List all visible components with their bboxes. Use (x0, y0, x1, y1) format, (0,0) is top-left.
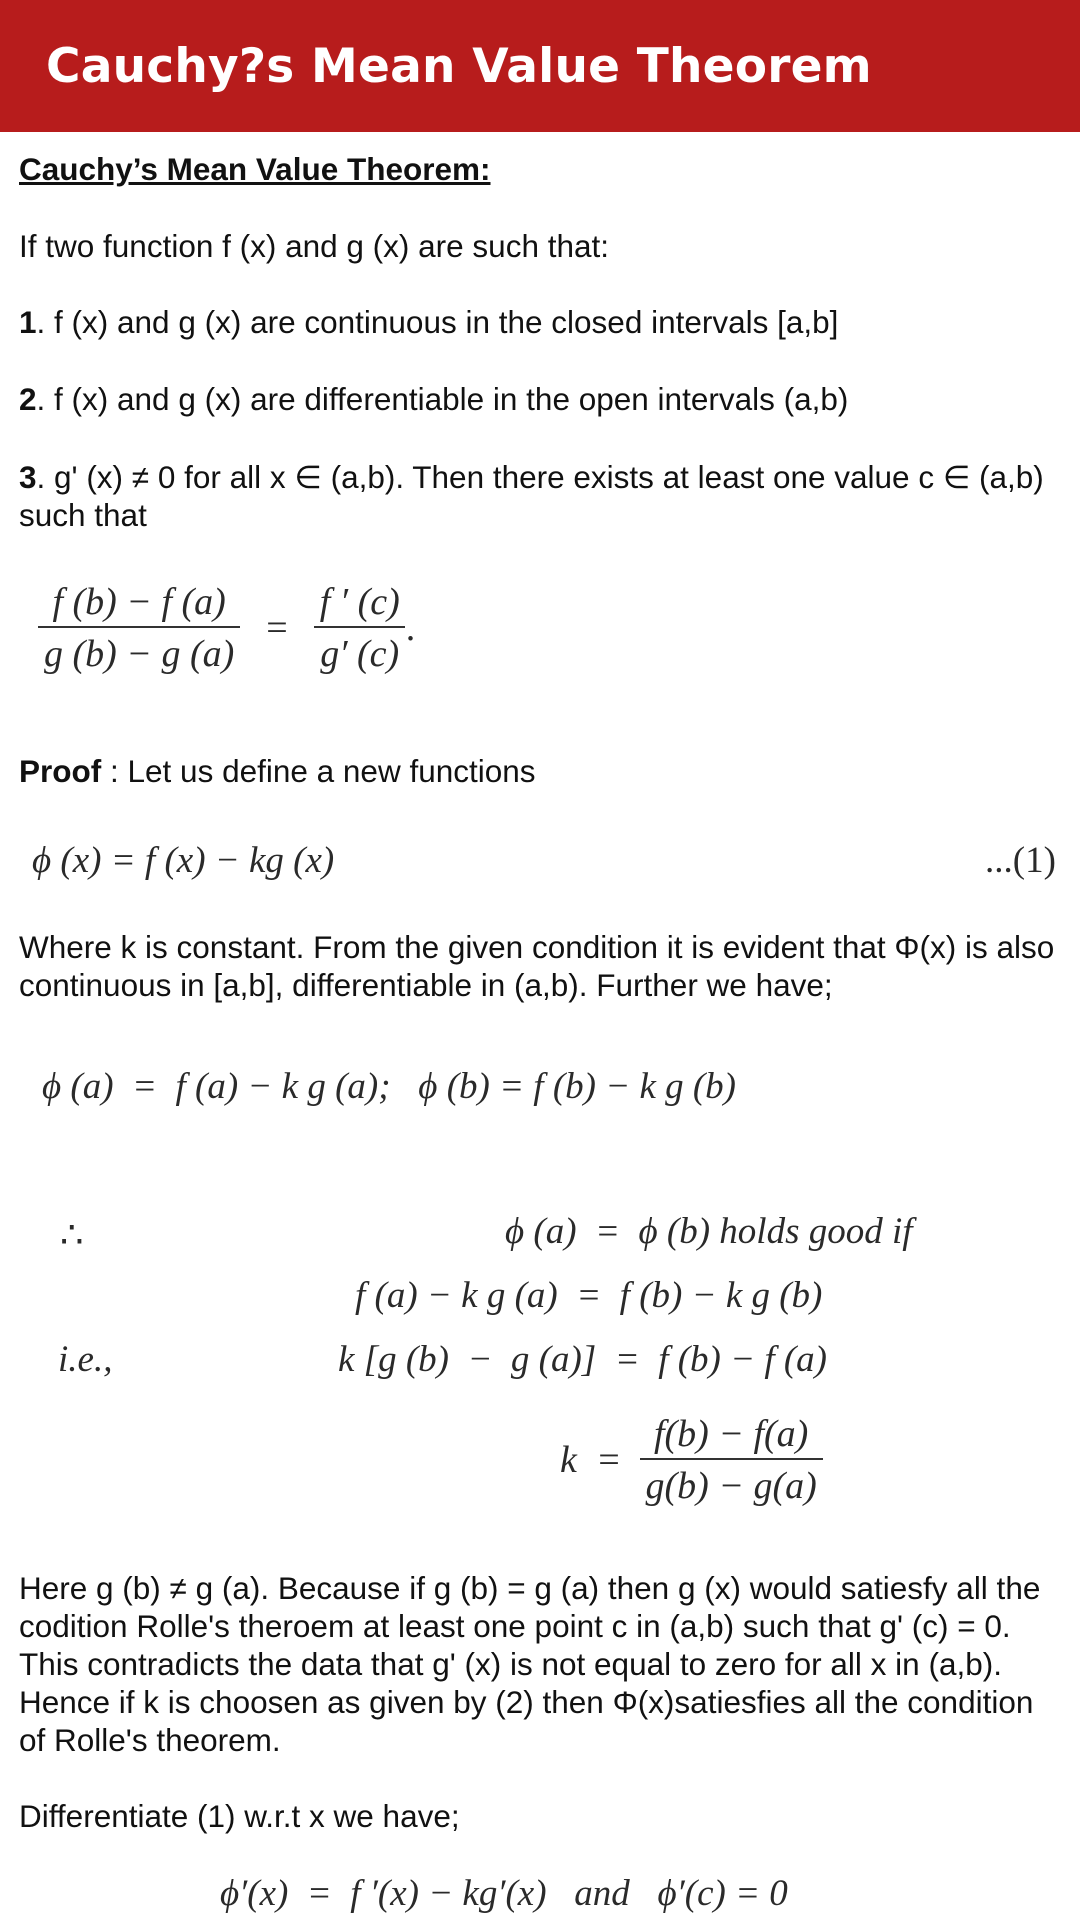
condition-1-number: 1 (19, 304, 37, 340)
formula-left-numerator: f (b) − f (a) (52, 581, 226, 623)
condition-2-text: . f (x) and g (x) are differentiable in the open intervals (a,b) (36, 381, 849, 417)
proof-paragraph (19, 752, 536, 790)
therefore-symbol: ∴ (60, 1215, 84, 1256)
here-paragraph: Here g (b) ≠ g (a). Because if g (b) = g (a) then g (x) would satiesfy all the codition Rolle's theroem at least one point c in (a,b) such that g' (c) = 0. This contradicts the data that g' (x) is not equal to zero for all x in (a,b). Hence if k is choosen as given by (2) then Φ(x)satiesfies all the condition of Rolle's theorem. (19, 1570, 1041, 1758)
derivation-line-3: k [g (b) − g (a)] = f (b) − f (a) (338, 1339, 828, 1380)
last-equation: ϕ′(x) = f ′(x) − kg′(x) and ϕ′(c) = 0 (220, 1873, 788, 1914)
condition-3-number: 3 (19, 459, 37, 495)
proof-text: : Let us define a new functions (101, 753, 536, 789)
equation-1: ϕ (x) = f (x) − kg (x) (32, 840, 335, 881)
formula-end: . (405, 607, 416, 649)
formula-right-fraction (314, 580, 406, 676)
differentiate-paragraph: Differentiate (1) w.r.t x we have; (19, 1798, 460, 1834)
condition-3-text: . g' (x) ≠ 0 for all x ∈ (a,b). Then there exists at least one value c ∈ (a,b) such that (19, 459, 1044, 533)
section-heading: Cauchy’s Mean Value Theorem: (19, 151, 491, 187)
equation-1-tag: ...(1) (985, 840, 1056, 881)
formula-left-denominator: g (b) − g (a) (38, 626, 240, 676)
formula-equals: = (266, 607, 288, 649)
k-fraction (640, 1412, 823, 1508)
condition-1-text: . f (x) and g (x) are continuous in the closed intervals [a,b] (36, 304, 839, 340)
where-paragraph: Where k is constant. From the given condition it is evident that Φ(x) is also continuous in [a,b], differentiable in (a,b). Further we have; (19, 929, 1055, 1003)
condition-3 (19, 458, 1064, 534)
formula-right-denominator: g′ (c) (314, 626, 405, 676)
formula-right-numerator: f ′ (c) (319, 581, 400, 623)
condition-1 (19, 303, 1064, 341)
derivation-line-1: ϕ (a) = ϕ (b) holds good if (505, 1211, 913, 1252)
k-equation (560, 1412, 823, 1508)
cauchy-formula (38, 580, 415, 676)
app-bar (0, 0, 1080, 132)
k-label: k = (560, 1439, 622, 1481)
app-bar-title: Cauchy?s Mean Value Theorem (46, 38, 872, 94)
ie-label: i.e., (58, 1339, 113, 1380)
formula-left-fraction (38, 580, 240, 676)
condition-2 (19, 380, 1064, 418)
derivation-line-2: f (a) − k g (a) = f (b) − k g (b) (355, 1275, 823, 1316)
k-denominator: g(b) − g(a) (640, 1458, 823, 1508)
k-numerator: f(b) − f(a) (653, 1413, 809, 1455)
proof-label: Proof (19, 753, 102, 789)
intro-text: If two function f (x) and g (x) are such that: (19, 228, 610, 264)
condition-2-number: 2 (19, 381, 37, 417)
phi-equation: ϕ (a) = f (a) − k g (a); ϕ (b) = f (b) − k g (b) (42, 1066, 737, 1107)
